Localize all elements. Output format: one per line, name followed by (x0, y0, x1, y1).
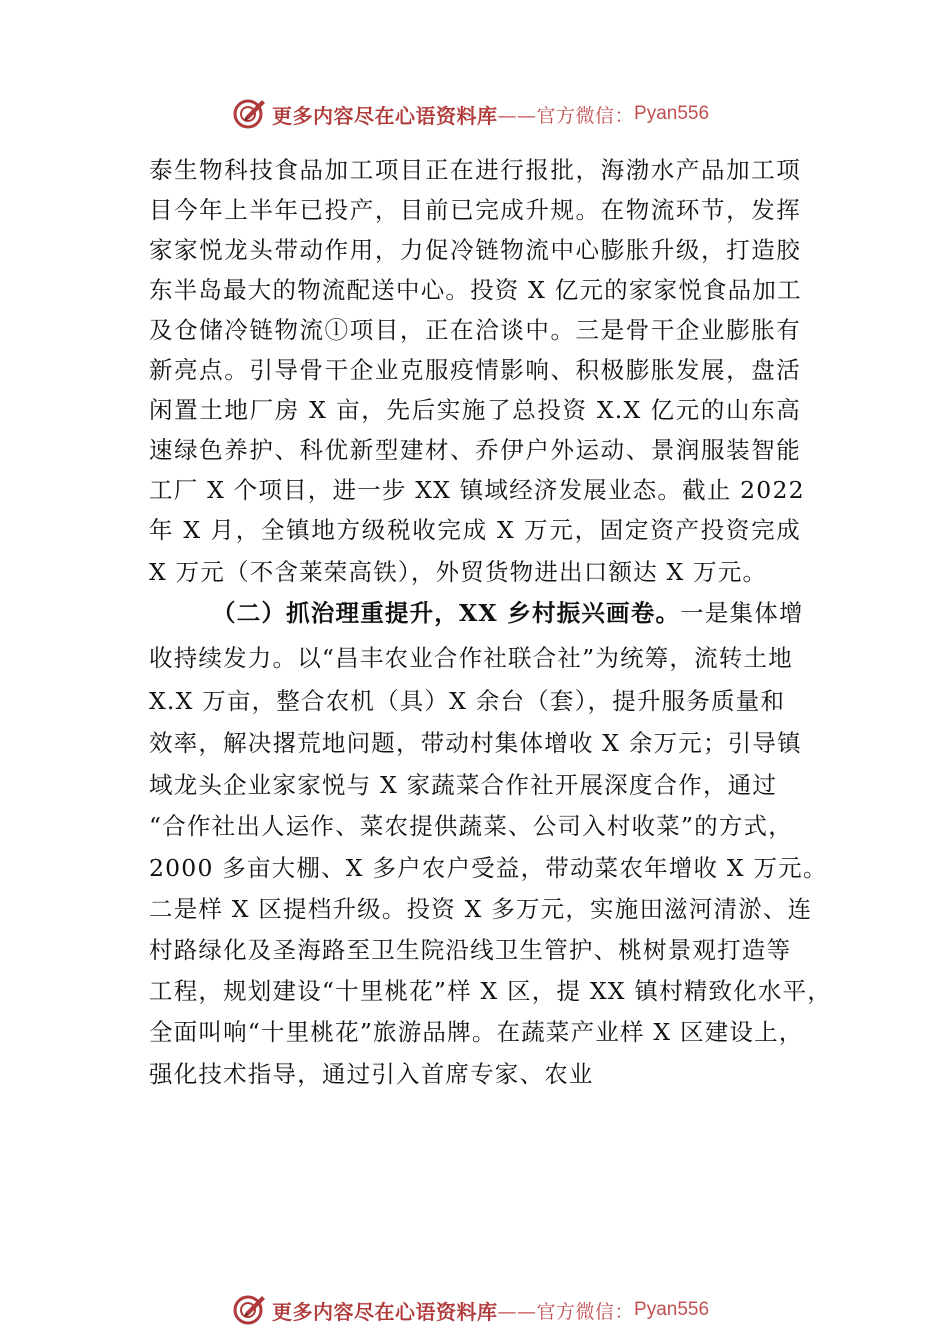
paragraph-line: 域龙头企业家家悦与 X 家蔬菜合作社开展深度合作，通过 (149, 771, 778, 799)
footer-banner (232, 1290, 709, 1330)
paragraph-line: 年 X 月，全镇地方级税收完成 X 万元，固定资产投资完成 (149, 516, 801, 544)
paragraph-line: 工程，规划建设“十里桃花”样 X 区，提 XX 镇村精致化水平， (149, 977, 832, 1005)
paragraph-line: 东半岛最大的物流配送中心。投资 X 亿元的家家悦食品加工 (149, 276, 802, 304)
paragraph-line: “合作社出人运作、菜农提供蔬菜、公司入村收菜”的方式， (149, 812, 793, 840)
paragraph-line: X.X 万亩，整合农机（具）X 余台（套），提升服务质量和 (149, 687, 786, 715)
banner-suffix: ——官方微信： (497, 1300, 635, 1323)
paragraph-line: 速绿色养护、科优新型建材、乔伊户外运动、景润服装智能 (149, 436, 801, 464)
paragraph-line: 2000 多亩大棚、X 多户农户受益，带动菜农年增收 X 万元。 (149, 854, 828, 882)
banner-wechat-id: Pyan556 (634, 1299, 710, 1320)
paragraph-line: 二是样 X 区提档升级。投资 X 多万元，实施田滋河清淤、连 (149, 895, 813, 923)
paragraph-line: 村路绿化及圣海路至卫生院沿线卫生管护、桃树景观打造等 (149, 936, 792, 964)
paragraph-line: 泰生物科技食品加工项目正在进行报批，海渤水产品加工项 (149, 156, 801, 184)
paragraph-line: 及仓储冷链物流ⓛ项目，正在洽谈中。三是骨干企业膨胀有 (149, 316, 801, 344)
section-heading-tail: 一是集体增 (680, 599, 804, 627)
paragraph-line: 收持续发力。以“昌丰农业合作社联合社”为统筹，流转土地 (149, 644, 793, 672)
paragraph-line: 闲置土地厂房 X 亩，先后实施了总投资 X.X 亿元的山东高 (149, 396, 801, 424)
paragraph-line: 强化技术指导，通过引入首席专家、农业 (149, 1060, 594, 1088)
paragraph-line: 效率，解决撂荒地问题，带动村集体增收 X 余万元；引导镇 (149, 729, 802, 757)
section-heading: （二）抓治理重提升，XX 乡村振兴画卷。 (212, 599, 681, 627)
paragraph-line: 家家悦龙头带动作用，力促冷链物流中心膨胀升级，打造胶 (149, 236, 801, 264)
paragraph-line: 目今年上半年已投产，目前已完成升规。在物流环节，发挥 (149, 196, 801, 224)
banner-prefix: 更多内容尽在心语资料库 (272, 1299, 498, 1324)
pen-logo-icon (232, 1292, 268, 1328)
paragraph-line: 工厂 X 个项目，进一步 XX 镇域经济发展业态。截止 2022 (149, 476, 805, 504)
paragraph-line: 新亮点。引导骨干企业克服疫情影响、积极膨胀发展，盘活 (149, 356, 801, 384)
banner-wechat-id: Pyan556 (634, 103, 710, 124)
paragraph-line: X 万元（不含莱荣高铁），外贸货物进出口额达 X 万元。 (149, 558, 768, 586)
paragraph-line: 全面叫响“十里桃花”旅游品牌。在蔬菜产业样 X 区建设上， (149, 1018, 804, 1046)
section-heading-line (212, 598, 804, 628)
banner-prefix: 更多内容尽在心语资料库 (272, 103, 498, 128)
banner-suffix: ——官方微信： (497, 104, 635, 127)
